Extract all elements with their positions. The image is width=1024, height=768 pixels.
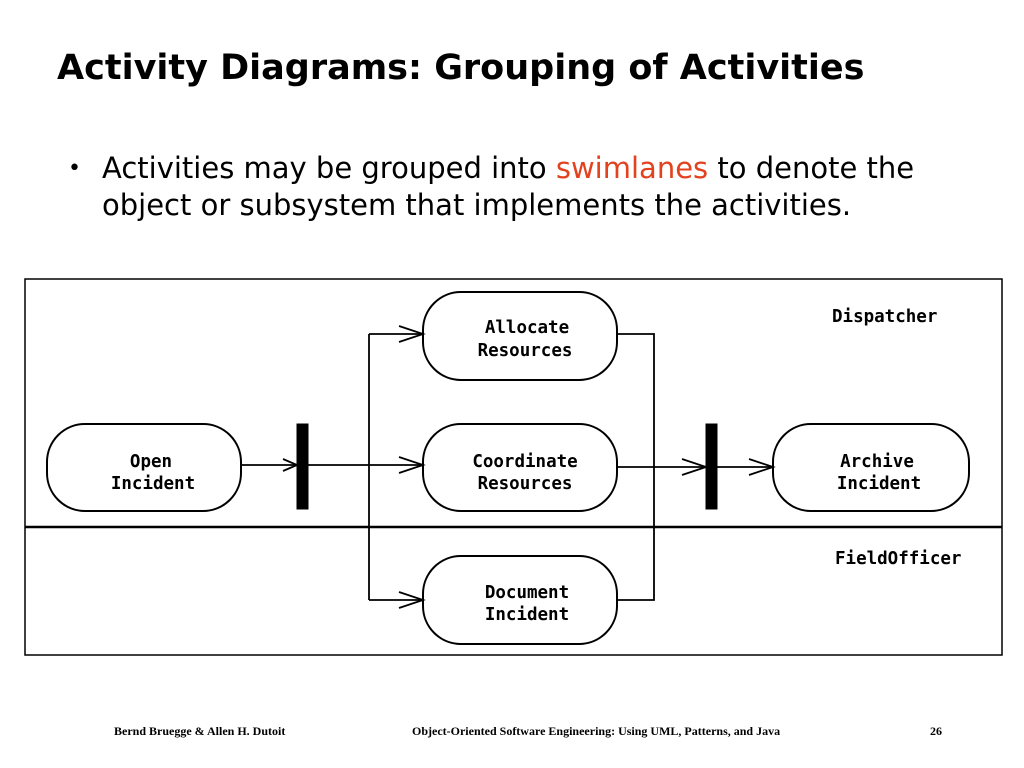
footer-page-number: 26	[930, 724, 942, 738]
activity-allocate-resources	[423, 292, 617, 380]
activity-coordinate-resources	[423, 424, 617, 511]
activity-allocate-resources-line1: Allocate	[484, 318, 570, 338]
bullet-highlight-swimlanes: swimlanes	[555, 151, 709, 185]
bullet-dot-icon: •	[68, 156, 81, 181]
activity-archive-incident	[773, 424, 969, 511]
activity-document-incident-line1: Document	[484, 583, 570, 603]
activity-archive-incident-line1: Archive	[840, 452, 914, 472]
slide-title: Activity Diagrams: Grouping of Activities	[57, 48, 865, 88]
activity-archive-incident-line2: Incident	[836, 474, 922, 494]
activity-coordinate-resources-line2: Resources	[477, 474, 573, 494]
activity-open-incident-line2: Incident	[110, 474, 196, 494]
activity-coordinate-resources-line1: Coordinate	[472, 452, 578, 472]
bullet-text-before: Activities may be grouped into	[102, 151, 556, 185]
bullet-text-after: to denote the object or subsystem that implements the activities.	[102, 151, 915, 222]
activity-open-incident	[47, 424, 241, 511]
activity-open-incident-line1: Open	[129, 452, 173, 472]
fork-bar	[297, 424, 308, 509]
activity-document-incident	[423, 556, 617, 644]
activity-document-incident-line2: Incident	[484, 605, 570, 625]
footer-book-title: Object-Oriented Software Engineering: Using UML, Patterns, and Java	[412, 724, 781, 738]
swimlane-dispatcher-label: Dispatcher	[832, 307, 938, 327]
activity-allocate-resources-line2: Resources	[477, 341, 573, 361]
swimlane-fieldofficer-label: FieldOfficer	[835, 549, 962, 569]
join-bar	[706, 424, 717, 509]
footer-authors: Bernd Bruegge & Allen H. Dutoit	[114, 724, 286, 738]
